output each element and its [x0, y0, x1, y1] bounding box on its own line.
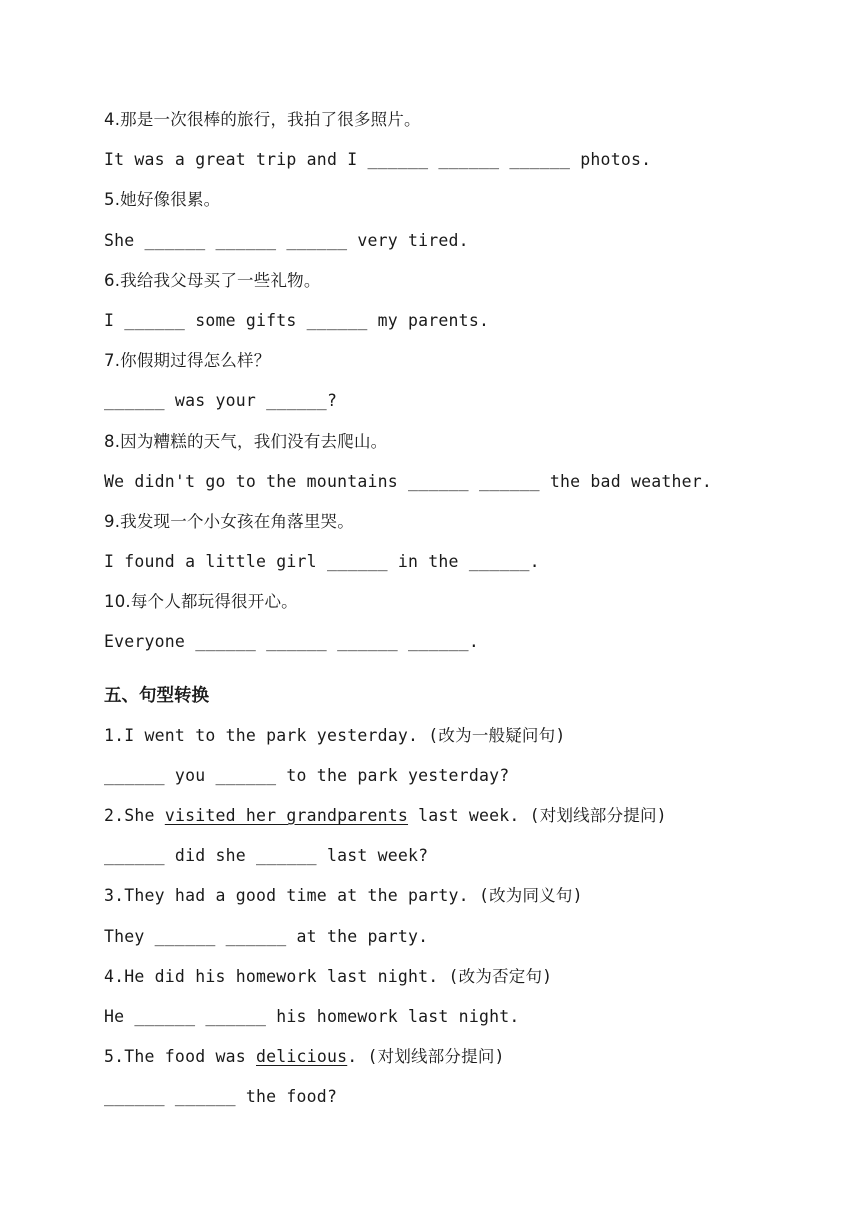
translation-answer-5: She ______ ______ ______ very tired. — [104, 230, 469, 250]
question-5-suffix: . (对划线部分提问) — [347, 1047, 505, 1067]
translation-prompt-4: 4.那是一次很棒的旅行，我拍了很多照片。 — [104, 110, 421, 129]
question-5-prefix: 5.The food was — [104, 1047, 257, 1067]
question-2-underlined: visited her grandparents — [164, 806, 409, 825]
section-heading: 五、句型转换 — [104, 685, 209, 706]
transform-question-3: 3.They had a good time at the party. (改为同义句) — [104, 886, 583, 906]
translation-answer-8: We didn't go to the mountains ______ ______ the bad weather. — [104, 471, 713, 491]
transform-question-5 — [104, 1037, 824, 1077]
transform-answer-3: They ______ ______ at the party. — [104, 926, 429, 946]
translation-prompt-9: 9.我发现一个小女孩在角落里哭。 — [104, 511, 354, 531]
transform-question-1: 1.I went to the park yesterday. (改为一般疑问句) — [104, 725, 566, 745]
translation-prompt-6: 6.我给我父母买了一些礼物。 — [104, 270, 321, 290]
transform-answer-2: ______ did she ______ last week? — [104, 846, 429, 866]
translation-answer-7: ______ was your ______? — [104, 391, 338, 411]
transform-answer-5: ______ ______ the food? — [104, 1087, 338, 1107]
transform-question-4: 4.He did his homework last night. (改为否定句) — [104, 966, 553, 986]
transform-answer-4: He ______ ______ his homework last night. — [104, 1006, 520, 1026]
translation-prompt-8: 8.因为糟糕的天气，我们没有去爬山。 — [104, 431, 388, 451]
translation-answer-10: Everyone ______ ______ ______ ______. — [104, 632, 479, 652]
question-2-suffix: last week. (对划线部分提问) — [408, 806, 667, 825]
translation-prompt-5: 5.她好像很累。 — [104, 190, 221, 210]
question-5-underlined: delicious — [256, 1047, 348, 1067]
translation-answer-4: It was a great trip and I ______ ______ ______ photos. — [104, 150, 652, 170]
translation-prompt-7: 7.你假期过得怎么样？ — [104, 351, 271, 371]
transform-question-2 — [104, 796, 824, 836]
translation-answer-9: I found a little girl ______ in the ______. — [104, 552, 540, 572]
question-2-prefix: 2.She — [104, 806, 165, 825]
translation-prompt-10: 10.每个人都玩得很开心。 — [104, 592, 298, 612]
translation-answer-6: I ______ some gifts ______ my parents. — [104, 310, 490, 330]
transform-answer-1: ______ you ______ to the park yesterday? — [104, 765, 510, 785]
worksheet-page — [104, 100, 824, 1118]
